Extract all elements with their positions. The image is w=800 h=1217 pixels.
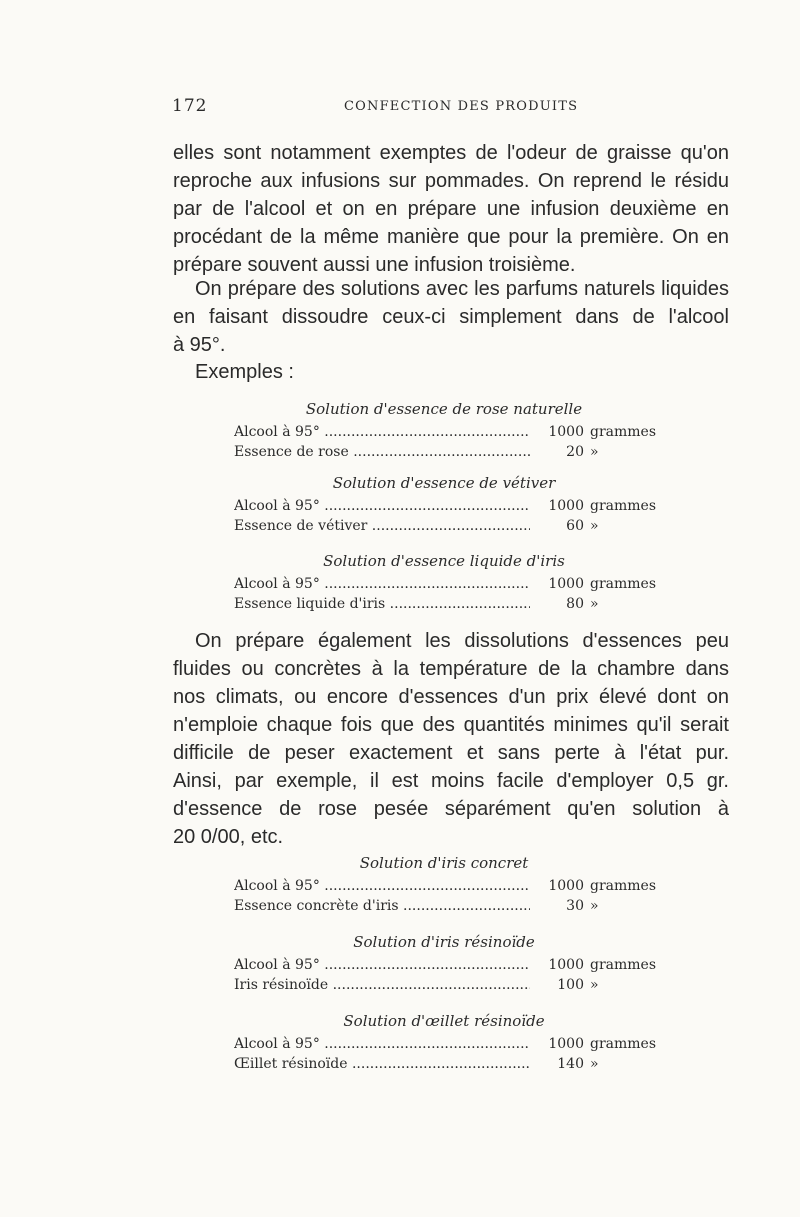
recipe-title: Solution d'œillet résinoïde	[343, 1012, 545, 1030]
recipe-row	[234, 424, 657, 444]
recipe-row	[234, 1036, 657, 1056]
text-line: par de l'alcool et on en prépare une infusion deuxième en	[173, 198, 729, 220]
ingredient-name: Alcool à 95° .....	[234, 957, 530, 973]
ingredient-unit: grammes	[590, 576, 657, 592]
examples-label: Exemples :	[195, 361, 294, 383]
ingredient-qty: 100	[557, 977, 584, 993]
page-number: 172	[172, 96, 208, 116]
text-line: procédant de la même manière que pour la première. On en	[173, 226, 729, 248]
ingredient-unit: »	[590, 518, 599, 534]
ingredient-qty: 80	[566, 596, 584, 612]
recipe-row	[234, 898, 654, 918]
recipe-title: Solution d'iris concret	[359, 854, 529, 872]
ingredient-unit: »	[590, 444, 599, 460]
recipe-row	[234, 957, 657, 977]
text-line: difficile de peser exactement et sans perte à l'état pur.	[173, 742, 729, 764]
recipe-row	[234, 878, 657, 898]
text-line: nos climats, ou encore d'essences d'un prix élevé dont on	[173, 686, 729, 708]
text-line: prépare souvent aussi une infusion troisième.	[173, 254, 576, 276]
ingredient-qty: 1000	[548, 498, 584, 514]
page-header	[172, 96, 732, 118]
ingredient-name: Œillet résinoïde .....	[234, 1056, 530, 1072]
ingredient-name: Essence de rose .....	[234, 444, 530, 460]
ingredient-unit: grammes	[590, 424, 657, 440]
ingredient-name: Essence concrète d'iris .....	[234, 898, 530, 914]
ingredient-qty: 1000	[548, 1036, 584, 1052]
text-line: On prépare des solutions avec les parfums naturels liquides	[195, 278, 729, 300]
ingredient-qty: 30	[566, 898, 584, 914]
ingredient-unit: »	[590, 898, 599, 914]
ingredient-name: Essence liquide d'iris .....	[234, 596, 530, 612]
recipe-title: Solution d'essence liquide d'iris	[323, 552, 565, 570]
recipe-row	[234, 596, 654, 616]
ingredient-unit: grammes	[590, 957, 657, 973]
ingredient-qty: 1000	[548, 576, 584, 592]
recipe-row	[234, 576, 657, 596]
ingredient-unit: »	[590, 1056, 599, 1072]
ingredient-qty: 1000	[548, 957, 584, 973]
text-line: reproche aux infusions sur pommades. On reprend le résidu	[173, 170, 729, 192]
text-line: n'emploie chaque fois que des quantités minimes qu'il serait	[173, 714, 729, 736]
text-line: en faisant dissoudre ceux-ci simplement dans de l'alcool	[173, 306, 729, 328]
ingredient-name: Alcool à 95° .....	[234, 576, 530, 592]
text-line: 20 0/00, etc.	[173, 826, 284, 848]
ingredient-qty: 60	[566, 518, 584, 534]
ingredient-unit: »	[590, 977, 599, 993]
ingredient-name: Essence de vétiver .....	[234, 518, 530, 534]
recipe-title: Solution d'iris résinoïde	[353, 933, 535, 951]
ingredient-unit: »	[590, 596, 599, 612]
text-line: On prépare également les dissolutions d'essences peu	[195, 630, 729, 652]
text-line: Ainsi, par exemple, il est moins facile d'employer 0,5 gr.	[173, 770, 729, 792]
ingredient-qty: 1000	[548, 424, 584, 440]
recipe-row	[234, 518, 654, 538]
recipe-title: Solution d'essence de rose naturelle	[305, 400, 583, 418]
recipe-row	[234, 1056, 654, 1076]
ingredient-qty: 1000	[548, 878, 584, 894]
text-line: d'essence de rose pesée séparément qu'en solution à	[173, 798, 729, 820]
recipe-row	[234, 977, 654, 997]
ingredient-name: Iris résinoïde .....	[234, 977, 530, 993]
ingredient-qty: 140	[557, 1056, 584, 1072]
recipe-row	[234, 498, 657, 518]
ingredient-name: Alcool à 95° .....	[234, 1036, 530, 1052]
ingredient-qty: 20	[566, 444, 584, 460]
ingredient-name: Alcool à 95° .....	[234, 498, 530, 514]
ingredient-unit: grammes	[590, 498, 657, 514]
text-line: fluides ou concrètes à la température de la chambre dans	[173, 658, 729, 680]
recipe-row	[234, 444, 654, 464]
text-line: elles sont notamment exemptes de l'odeur de graisse qu'on	[173, 142, 729, 164]
ingredient-name: Alcool à 95° .....	[234, 878, 530, 894]
ingredient-unit: grammes	[590, 878, 657, 894]
running-title: CONFECTION DES PRODUITS	[344, 99, 579, 114]
text-line: à 95°.	[173, 334, 226, 356]
ingredient-unit: grammes	[590, 1036, 657, 1052]
recipe-title: Solution d'essence de vétiver	[332, 474, 556, 492]
ingredient-name: Alcool à 95° .....	[234, 424, 530, 440]
